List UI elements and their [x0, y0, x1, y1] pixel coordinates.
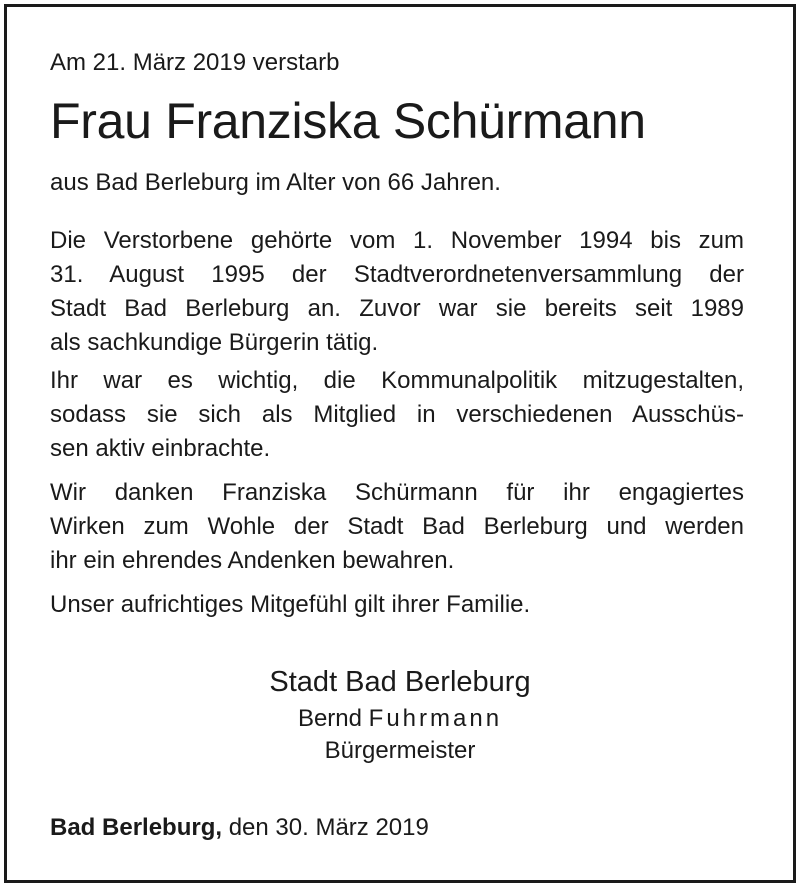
dateline [50, 813, 429, 843]
dateline-place: Bad Berleburg, [50, 814, 223, 841]
text-line: 31. August 1995 der Stadtverordnetenversammlung der [50, 261, 744, 288]
dateline-date: den 30. März 2019 [228, 814, 429, 841]
paragraph-engagement [50, 364, 744, 466]
text-line: Wir danken Franziska Schürmann für ihr engagiertes [50, 479, 744, 506]
origin-age-line: aus Bad Berleburg im Alter von 66 Jahren. [50, 169, 501, 196]
text-line: als sachkundige Bürgerin tätig. [50, 329, 379, 356]
signature-first-name: Bernd [297, 705, 362, 732]
paragraph-thanks [50, 476, 744, 578]
paragraph-career [50, 224, 744, 360]
text-line: ihr ein ehrendes Andenken bewahren. [50, 547, 455, 574]
signature-person [0, 704, 800, 734]
text-line: Unser aufrichtiges Mitgefühl gilt ihrer Familie. [50, 591, 531, 618]
text-line: sen aktiv einbrachte. [50, 435, 271, 462]
signature-organization: Stadt Bad Berleburg [269, 666, 531, 698]
signature-last-name: Fuhrmann [368, 705, 503, 732]
deceased-name: Frau Franziska Schürmann [50, 93, 646, 149]
paragraph-condolence [50, 588, 744, 622]
death-date-line: Am 21. März 2019 verstarb [50, 49, 340, 76]
text-line: Wirken zum Wohle der Stadt Bad Berleburg und werden [50, 513, 744, 540]
text-line: Die Verstorbene gehörte vom 1. November 1994 bis zum [50, 227, 744, 254]
text-line: sodass sie sich als Mitglied in verschiedenen Ausschüs- [50, 401, 744, 428]
text-line: Stadt Bad Berleburg an. Zuvor war sie bereits seit 1989 [50, 295, 744, 322]
signature-role: Bürgermeister [324, 737, 476, 764]
text-line: Ihr war es wichtig, die Kommunalpolitik mitzugestalten, [50, 367, 744, 394]
